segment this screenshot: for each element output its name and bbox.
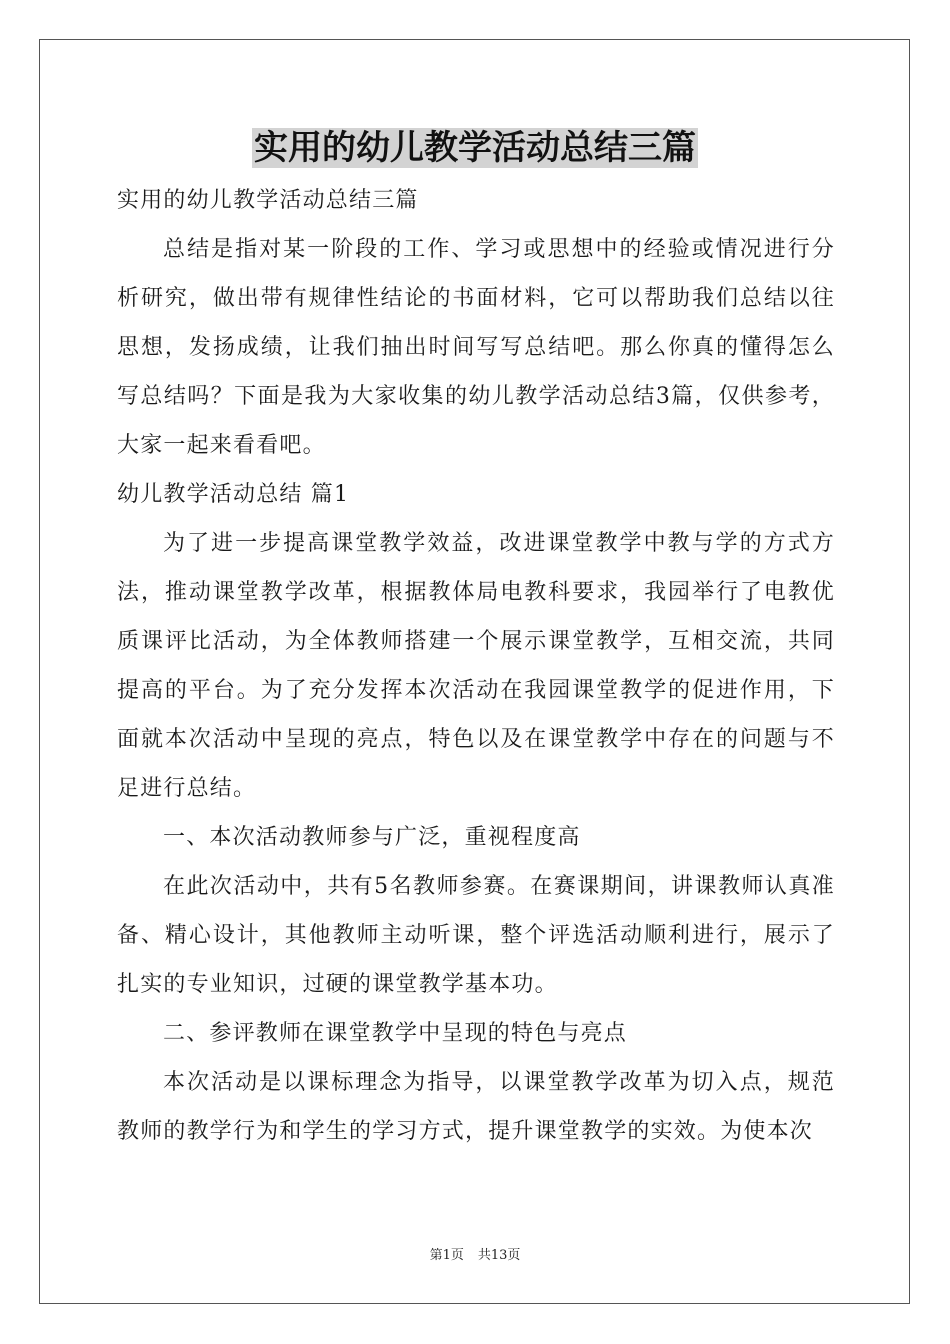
body-paragraph: 为了进一步提高课堂教学效益，改进课堂教学中教与学的方式方法，推动课堂教学改革，根据教体局电教科要求，我园举行了电教优质课评比活动，为全体教师搭建一个展示课堂教学，互相交流，共同提高的平台。为了充分发挥本次活动在我园课堂教学的促进作用，下面就本次活动中呈现的亮点，特色以及在课堂教学中存在的问题与不足进行总结。	[117, 531, 835, 801]
subheading-one: 一、本次活动教师参与广泛，重视程度高	[163, 825, 581, 850]
subheading-two: 二、参评教师在课堂教学中呈现的特色与亮点	[163, 1021, 628, 1046]
document-title: 实用的幼儿教学活动总结三篇	[254, 128, 696, 168]
intro-paragraph: 总结是指对某一阶段的工作、学习或思想中的经验或情况进行分析研究，做出带有规律性结论的书面材料，它可以帮助我们总结以往思想，发扬成绩，让我们抽出时间写写总结吧。那么你真的懂得怎么写总结吗？下面是我为大家收集的幼儿教学活动总结3篇，仅供参考，大家一起来看看吧。	[117, 237, 835, 458]
body-paragraph: 在此次活动中，共有5名教师参赛。在赛课期间，讲课教师认真准备、精心设计，其他教师主动听课，整个评选活动顺利进行，展示了扎实的专业知识，过硬的课堂教学基本功。	[117, 874, 835, 997]
body-paragraph: 本次活动是以课标理念为指导，以课堂教学改革为切入点，规范教师的教学行为和学生的学习方式，提升课堂教学的实效。为使本次	[117, 1070, 835, 1144]
subtitle-paragraph: 实用的幼儿教学活动总结三篇	[117, 188, 419, 213]
document-body	[117, 176, 835, 1156]
page-total: 共13页	[477, 1248, 521, 1263]
page-number: 第1页	[429, 1248, 464, 1263]
section-heading: 幼儿教学活动总结 篇1	[117, 482, 350, 507]
page-footer	[0, 1244, 950, 1263]
title-container	[0, 128, 950, 168]
